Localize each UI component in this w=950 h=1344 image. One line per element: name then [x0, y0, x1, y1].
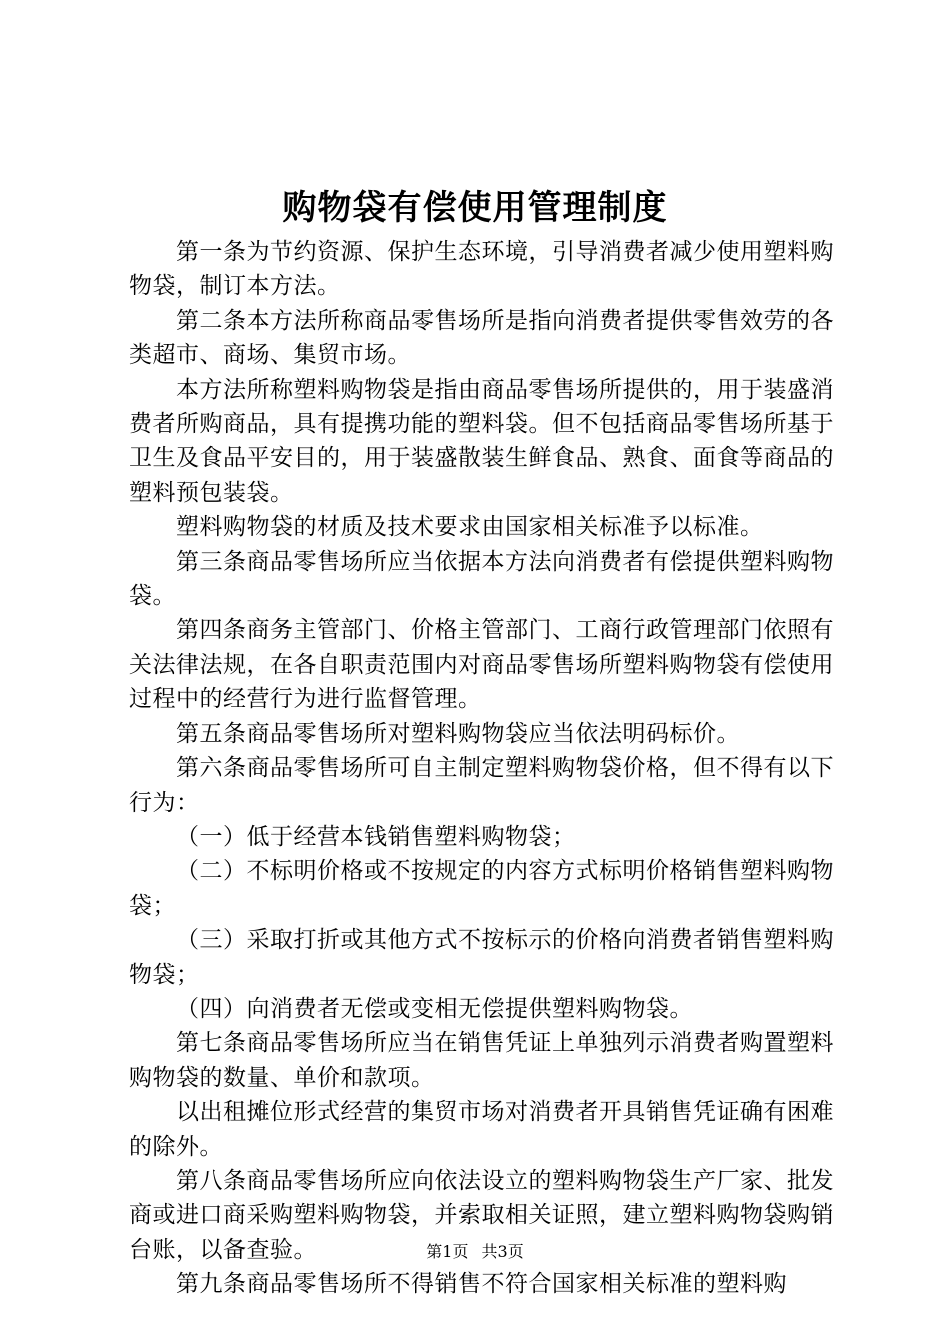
list-item: （一）低于经营本钱销售塑料购物袋；	[176, 823, 576, 850]
list-item: （二）不标明价格或不按规定的内容方式标明价格销售塑料购物袋；	[129, 858, 834, 919]
paragraph: 第八条商品零售场所应向依法设立的塑料购物袋生产厂家、批发商或进口商采购塑料购物袋，并索取相关证照，建立塑料购物袋购销台账，以备查验。	[129, 1167, 834, 1263]
list-item: （四）向消费者无偿或变相无偿提供塑料购物袋。	[176, 995, 693, 1022]
paragraph: 第五条商品零售场所对塑料购物袋应当依法明码标价。	[176, 720, 740, 747]
paragraph: 第七条商品零售场所应当在销售凭证上单独列示消费者购置塑料购物袋的数量、单价和款项。	[129, 1030, 834, 1091]
paragraph: 第三条商品零售场所应当依据本方法向消费者有偿提供塑料购物袋。	[129, 548, 834, 610]
paragraph: 第四条商务主管部门、价格主管部门、工商行政管理部门依照有关法律法规，在各自职责范围内对商品零售场所塑料购物袋有偿使用过程中的经营行为进行监督管理。	[129, 617, 834, 713]
paragraph: 第二条本方法所称商品零售场所是指向消费者提供零售效劳的各类超市、商场、集贸市场。	[129, 307, 834, 369]
page-number-total: 共3页	[481, 1242, 524, 1261]
document-body	[129, 235, 834, 1302]
document-title: 购物袋有偿使用管理制度	[282, 188, 668, 228]
page-footer	[0, 1240, 950, 1264]
paragraph: 第六条商品零售场所可自主制定塑料购物袋价格，但不得有以下行为：	[129, 755, 834, 816]
paragraph: 本方法所称塑料购物袋是指由商品零售场所提供的，用于装盛消费者所购商品，具有提携功能的塑料袋。但不包括商品零售场所基于卫生及食品平安目的，用于装盛散装生鲜食品、熟食、面食等商品的塑料预包装袋。	[129, 376, 834, 506]
paragraph: 第九条商品零售场所不得销售不符合国家相关标准的塑料购	[176, 1271, 787, 1298]
list-item: （三）采取打折或其他方式不按标示的价格向消费者销售塑料购物袋；	[129, 927, 834, 988]
paragraph: 第一条为节约资源、保护生态环境，引导消费者减少使用塑料购物袋，制订本方法。	[129, 239, 834, 300]
paragraph: 以出租摊位形式经营的集贸市场对消费者开具销售凭证确有困难的除外。	[129, 1099, 834, 1160]
paragraph: 塑料购物袋的材质及技术要求由国家相关标准予以标准。	[176, 514, 764, 541]
page-number-current: 第1页	[426, 1242, 469, 1261]
